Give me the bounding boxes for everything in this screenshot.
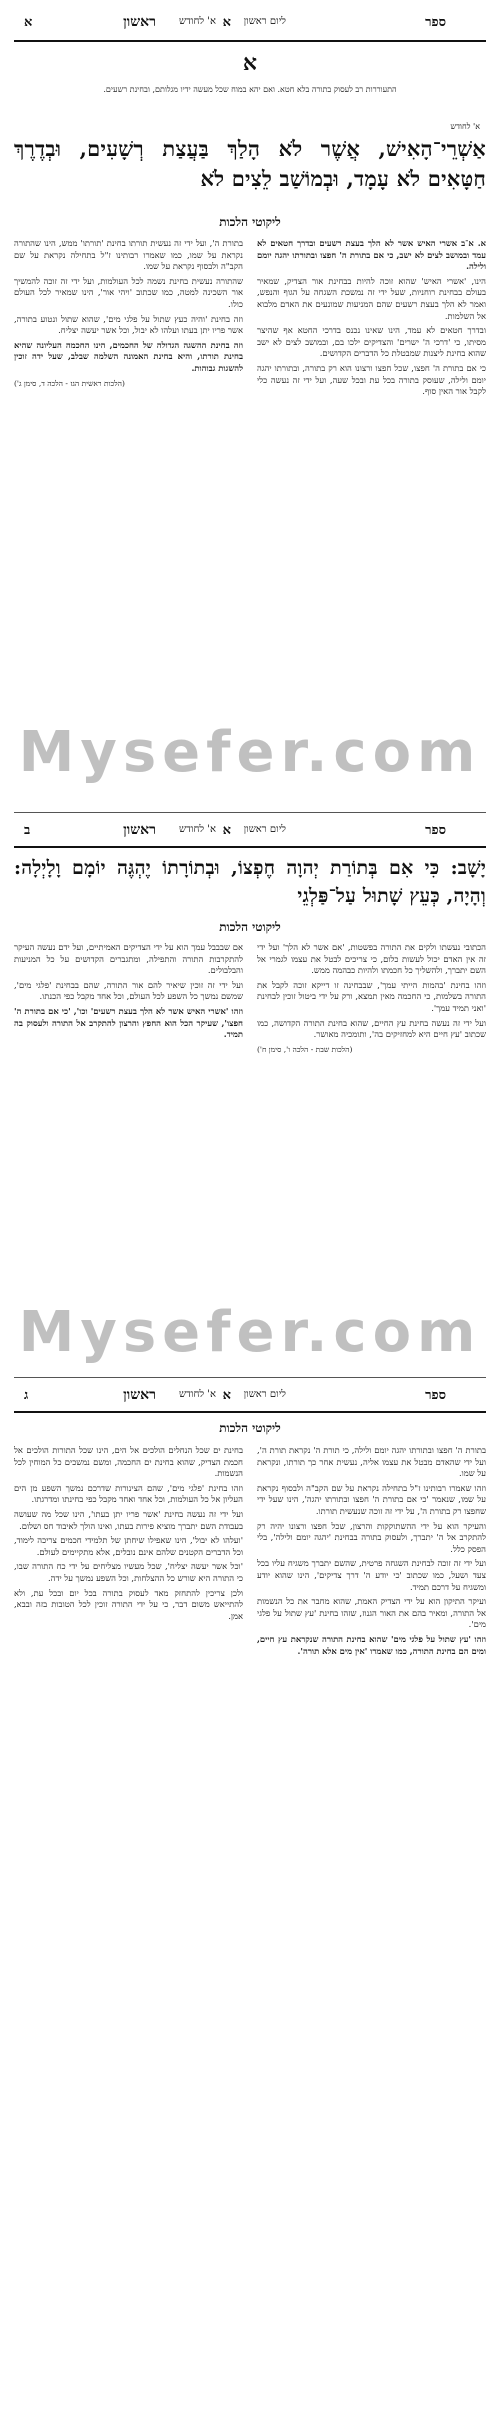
commentary-paragraph: וזהו 'אשרי האיש אשר לא הלך בעצת רשעים' וכו', 'כי אם בתורת ה' חפצו', שעיקר הכל הוא החפץ והרצון להתקרב אל התורה ולעסוק בה תמיד. [14,1005,243,1040]
header-rule [14,846,486,848]
header-rishon: ראשון [123,1387,156,1403]
commentary-right-column [257,942,486,1362]
commentary-paragraph: וזהו בחינת 'פלגי מים', שהם הצינורות שדרכם נמשך השפע מן הים העליון אל כל העולמות, וכל אחד ואחד מקבל כפי בחינתו ומדרגתו. [14,1482,243,1505]
header-month-day: א' לחודש [179,16,216,27]
psalm-verse-text: אַשְׁרֵי־הָאִישׁ, אֲשֶׁר לֹא הָלַךְ בַּעֲצַת רְשָׁעִים, וּבְדֶרֶךְ חַטָּאִים לֹא עָמָד, וּבְמוֹשַׁב לֵצִים לֹא [14,136,486,191]
commentary-paragraph: כי אם בתורת ה' חפצו, שכל חפצו ורצונו הוא רק בתורה, ובתורתו יהגה יומם ולילה, שעוסק בתורה בכל עת ובכל שעה, ועל ידי זה נעשה כלי לקבל אור האין סוף. [257,362,486,397]
commentary-left-column [14,942,243,1362]
page-header [14,822,486,842]
watermark: Mysefer.com [18,720,482,785]
commentary-paragraph: ועל ידי זה נעשה בחינת 'אשר פריו יתן בעתו', הינו שכל מה שעושה בעבודת השם יתברך מוציא פירות בעתו, ואינו הולך לאיבוד חס ושלום. [14,1508,243,1531]
commentary-right-column [257,1445,486,2405]
commentary-paragraph: 'ועלהו לא יבול', הינו שאפילו שיחתן של תלמידי חכמים צריכה לימוד, וכל הדברים הקטנים שלהם אינם נובלים, אלא מתקיימים לעולם. [14,1535,243,1557]
commentary-paragraph: והעיקר הוא על ידי ההשתוקקות והרצון, שכל חפצו ורצונו יהיה רק להתקרב אל ה' יתברך, ולעסוק בתורה בבחינת 'יהגה יומם ולילה', בלי הפסק כלל. [257,1520,486,1554]
commentary-paragraph: וזהו בחינת 'בהמות הייתי עמך', שבבחינה זו דייקא זוכה לקבל את התורה בשלמות, כי החכמה מאין תמצא, ורק על ידי ביטול זוכין לבחינת 'ואני תמיד עמך'. [257,979,486,1013]
commentary-paragraph: הינו, 'אשרי האיש' שהוא זוכה להיות בבחינת אור הצדיק, שמאיר בעולם בבחינת רוחניות, שעל ידי זה נמשכת השגחה על הגוף והנפש, ואמר לא הלך בעצת רשעים שהם המניעות שמונעים את האדם מלבוא אל השלמות. [257,275,486,321]
header-letter: א [222,823,231,838]
header-month-day: א' לחודש [179,1389,216,1400]
header-sefer: ספר [425,1388,446,1403]
commentary-paragraph: ועל ידי זה זוכה לבחינת השגחה פרטית, שהשם יתברך משגיח עליו בכל צעד ושעל, כמו שכתוב 'כי יודע ה' דרך צדיקים', הינו שהוא יודע ומשגיח על דרכם תמיד. [257,1558,486,1592]
header-rule [14,1411,486,1413]
page-three [0,1375,500,2418]
header-page-letter: ב [24,823,31,838]
psalm-verse-text: יָשָׁב: כִּי אִם בְּתוֹרַת יְהוָה חֶפְצוֹ, וּבְתוֹרָתוֹ יֶהְגֶּה יוֹמָם וָלָיְלָה: וְהָיָה, כְּעֵץ שָׁתוּל עַל־פַּלְגֵי [14,857,486,907]
commentary-right-column [257,238,486,808]
commentary-paragraph: אם שבבבל עמך הוא על ידי הצדיקים האמיתיים, ועל ידם נעשה העיקר להתקרבות התורה והתפילה, ומתגברים הקדושים על כל המניעות והבלבולים. [14,942,243,976]
commentary-columns [14,942,486,1362]
section-title: ליקוטי הלכות [219,1421,281,1435]
commentary-paragraph: שהתורה נעשית בחינת נשמה לכל העולמות, ועל ידי זה זוכה להמשיך אור השכינה למטה, כמו שכתוב 'ויהי אור', הינו שמאיר לכל העולם כולו. [14,275,243,309]
commentary-columns [14,238,486,808]
commentary-paragraph: וזהו 'עץ שתול על פלגי מים' שהוא בחינת התורה שנקראת עץ חיים, ומים הם בחינת התורה, כמו שאמרו 'אין מים אלא תורה'. [257,1633,486,1656]
commentary-paragraph: בחינת ים שכל הנחלים הולכים אל הים, הינו שכל התורות הולכים אל חכמת הצדיק, שהוא בחינת ים החכמה, ומשם נמשכים כל המוחין לכל הנשמות. [14,1445,243,1479]
commentary-paragraph: א. א־ב אשרי האיש אשר לא הלך בעצת רשעים ובדרך חטאים לא עמד ובמושב לצים לא ישב, כי אם בתורת ה' חפצו ובתורתו יהגה יומם ולילה. [257,238,486,272]
page-two [0,810,500,1370]
header-rishon: ראשון [123,14,156,30]
header-page-letter: ג [24,1388,29,1403]
header-sefer: ספר [425,15,446,30]
source-citation: (הלכות ראשית הגז - הלכה ד, סימן ג') [14,378,125,388]
header-day: ליום ראשון [243,16,286,27]
commentary-paragraph: הכתובי נעשתו ולקים את התורה בפשטות, 'אם אשר לא הלך' ועל ידי זה אין האדם יכול לעשות כלום, כי צריכים לבטל את עצמו לגמרי אל השם יתברך, ולהשליך כל חכמתו ולהיות כבהמה ממש. [257,942,486,976]
section-title: ליקוטי הלכות [219,215,281,229]
commentary-columns [14,1445,486,2405]
chapter-intro: התעוררות רב לעסוק בתורה בלא חטא. ואם יהא במוח שכל מעשה ידיו מגלותם, ובחינת רשעים. [103,85,397,94]
header-month-day: א' לחודש [179,824,216,835]
commentary-paragraph: ועל ידי זה זוכין שיאיר להם אור התורה, שהם בבחינת 'פלגי מים', שמשם נמשך כל השפע לכל העולם, וכל אחד מקבל כפי הכנתו. [14,979,243,1002]
section-title: ליקוטי הלכות [219,920,281,934]
commentary-paragraph: וזה בחינת 'והיה כעץ שתול על פלגי מים', שהוא שתול ונטוע בתורה, אשר פריו יתן בעתו ועלהו לא יבול, וכל אשר יעשה יצליח. [14,313,243,336]
commentary-paragraph: וזה בחינת ההשגה הגדולה של החכמים, הינו החכמה העליונה שהיא בחינת תורתו, והיא בחינת האמונה השלמה שבלב, שעל ידה זוכין להשגות גבוהות. [14,339,243,373]
commentary-paragraph: ולכן צריכין להתחזק מאד לעסוק בתורה בכל יום ובכל עת, ולא להתייאש משום דבר, כי על ידי התורה זוכין לכל הטובות בזה ובבא, אמן. [14,1587,243,1621]
header-rishon: ראשון [123,822,156,838]
header-day: ליום ראשון [243,1389,286,1400]
commentary-paragraph: ועיקר התיקון הוא על ידי הצדיק האמת, שהוא מחבר את כל הנשמות אל התורה, ומאיר בהם את האור הגנוז, שזהו בחינת 'עץ שתול על פלגי מים'. [257,1596,486,1630]
commentary-paragraph: ועל ידי זה נעשה בחינת עץ החיים, שהוא בחינת התורה הקדושה, כמו שכתוב 'עץ חיים היא למחזיקים בה', ותומכיה מאושר. [257,1017,486,1040]
header-sefer: ספר [425,823,446,838]
watermark: Mysefer.com [18,1300,482,1365]
page-separator [14,1377,486,1378]
commentary-paragraph: 'וכל אשר יעשה יצליח', שכל מעשיו מצליחים על ידי כח התורה שבו, כי התורה היא שורש כל ההצלחות, וכל השפע נמשך על ידה. [14,1561,243,1583]
page-separator [14,812,486,813]
commentary-paragraph: ובדרך חטאים לא עמד, הינו שאינו נכנס בדרכי החטא אף שהיצר מסיתו, כי 'דרכי ה' ישרים' והצדיקים ילכו בם, ובמושב לצים לא ישב שהוא בחינת ליצנות שמבטלת כל הדברים הקדושים. [257,325,486,359]
commentary-left-column [14,1445,243,2405]
page-header [14,14,486,34]
source-citation: (הלכות שבת - הלכה ו', סימן ח') [257,1044,353,1054]
commentary-paragraph: בתורת ה', ועל ידי זה נעשית תורתו בחינת 'תורתו' ממש, הינו שהתורה נקראת על שמו, כמו שאמרו רבותינו ז"ל בתחילה נקראת על שם הקב"ה ולבסוף נקראת על שמו. [14,238,243,272]
psalm-day-label: א' לחודש [450,122,480,131]
commentary-paragraph: בתורת ה' חפצו ובתורתו יהגה יומם ולילה, כי תורת ה' נקראת תורת ה', ועל ידי שהאדם מבטל את עצמו אליה, נעשית אחר כך תורתו, ונקראת על שמו. [257,1445,486,1479]
header-page-letter: א [24,15,33,30]
header-letter: א [222,15,231,30]
header-rule [14,40,486,42]
chapter-letter: א [242,50,258,76]
commentary-paragraph: וזהו שאמרו רבותינו ז"ל בתחילה נקראת על שם הקב"ה ולבסוף נקראת על שמו, שנאמר 'כי אם בתורת ה' חפצו ובתורתו יהגה', הינו שעל ידי שחפצו רק בתורת ה', על ידי זה זוכה שנעשית תורתו. [257,1482,486,1516]
header-day: ליום ראשון [243,824,286,835]
page-header [14,1387,486,1407]
commentary-left-column [14,238,243,808]
header-letter: א [222,1388,231,1403]
